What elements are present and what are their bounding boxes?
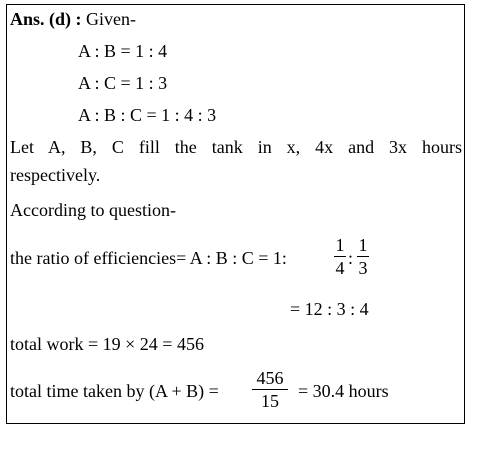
fraction-bar xyxy=(334,256,346,257)
fraction-one-third xyxy=(357,235,369,278)
fraction-numerator: 1 xyxy=(358,235,368,255)
fraction-time xyxy=(252,368,288,411)
ratio-abc: A : B : C = 1 : 4 : 3 xyxy=(78,105,217,125)
fraction-denominator: 3 xyxy=(358,258,368,278)
given-label: Given- xyxy=(81,9,136,29)
time-result: = 30.4 hours xyxy=(298,381,389,401)
according-line: According to question- xyxy=(10,200,176,220)
fraction-numerator: 456 xyxy=(256,368,284,388)
fraction-denominator: 15 xyxy=(261,391,279,411)
fraction-one-quarter xyxy=(334,235,346,278)
answer-label: Ans. (d) : xyxy=(10,9,82,29)
answer-header xyxy=(10,8,136,30)
total-work-line: total work = 19 × 24 = 456 xyxy=(10,334,204,354)
fraction-denominator: 4 xyxy=(335,258,345,278)
time-label: total time taken by (A + B) = xyxy=(10,381,219,401)
let-line-1: Let A, B, C fill the tank in x, 4x and 3x hours xyxy=(10,137,462,157)
fraction-numerator: 1 xyxy=(335,235,345,255)
efficiency-label: the ratio of efficiencies= A : B : C = 1: xyxy=(10,248,287,268)
ratio-colon: : xyxy=(348,248,354,268)
fraction-bar xyxy=(252,389,288,390)
let-line-2: respectively. xyxy=(10,165,101,185)
efficiency-result: = 12 : 3 : 4 xyxy=(290,299,369,319)
ratio-ab: A : B = 1 : 4 xyxy=(78,41,168,61)
ratio-ac: A : C = 1 : 3 xyxy=(78,73,168,93)
fraction-bar xyxy=(357,256,369,257)
